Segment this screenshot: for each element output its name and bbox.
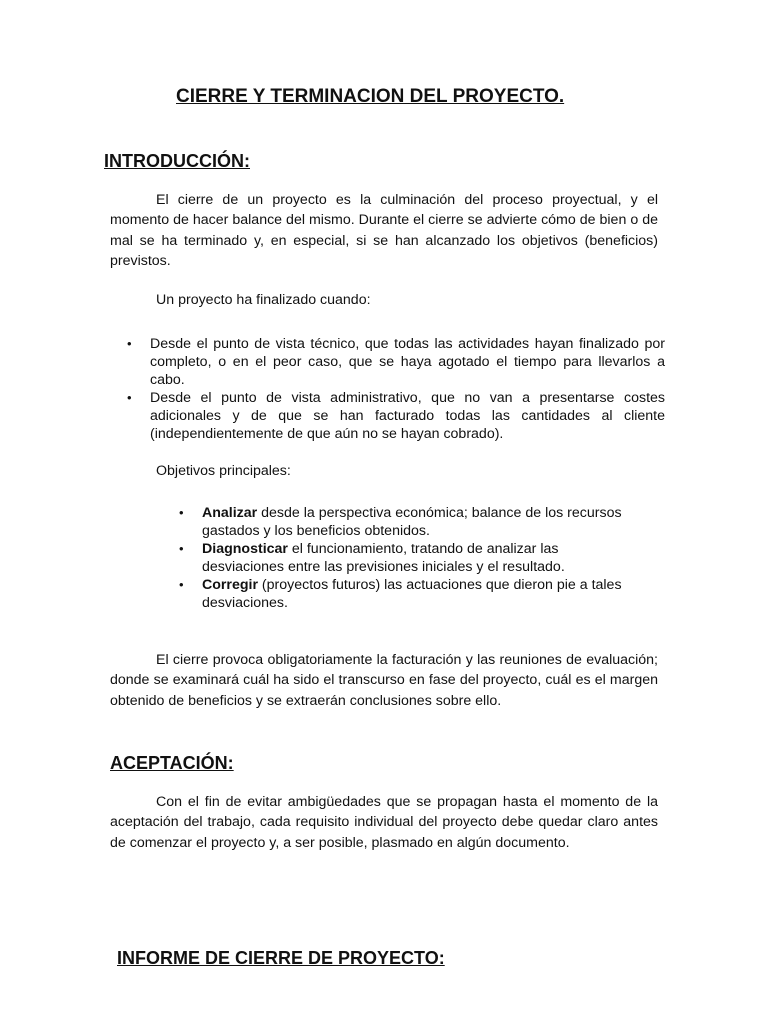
objetivo-text: el funcionamiento, tratando de analizar las desviaciones entre las previsiones iniciales y el resultado.	[202, 541, 565, 575]
objetivo-term: Corregir	[202, 577, 258, 593]
objetivo-term: Diagnosticar	[202, 541, 288, 557]
bullet-icon: •	[127, 336, 132, 351]
list-item	[127, 335, 665, 389]
aceptacion-paragraph	[110, 792, 658, 853]
bullet-icon: •	[179, 541, 184, 556]
list-item	[179, 540, 632, 576]
list-item-text: Desde el punto de vista técnico, que todas las actividades hayan finalizado por completo, o en el peor caso, que se haya agotado el tiempo para llevarlos a cabo.	[150, 336, 665, 388]
closing-paragraph	[110, 650, 658, 711]
bullet-icon: •	[179, 577, 184, 592]
objetivo-term: Analizar	[202, 505, 258, 521]
section-heading-informe: INFORME DE CIERRE DE PROYECTO:	[117, 948, 445, 968]
finalizado-label: Un proyecto ha finalizado cuando:	[156, 292, 371, 308]
aceptacion-paragraph-text: Con el fin de evitar ambigüedades que se propagan hasta el momento de la aceptación del trabajo, cada requisito individual del proyecto debe quedar claro antes de comenzar el proyecto y, a ser posible, plasmado en algún documento.	[110, 794, 658, 851]
list-item	[179, 504, 632, 540]
section-heading-introduccion: INTRODUCCIÓN:	[104, 151, 250, 171]
closing-paragraph-text: El cierre provoca obligatoriamente la facturación y las reuniones de evaluación; donde se examinará cuál ha sido el transcurso en fase del proyecto, cuál es el margen obtenido de beneficios y se extraerán conclusiones sobre ello.	[110, 652, 658, 709]
objetivo-text: desde la perspectiva económica; balance de los recursos gastados y los beneficios obtenidos.	[202, 505, 622, 539]
list-item	[127, 389, 665, 443]
objetivo-text: (proyectos futuros) las actuaciones que dieron pie a tales desviaciones.	[202, 577, 622, 611]
intro-paragraph	[110, 190, 658, 272]
objetivos-label: Objetivos principales:	[156, 463, 291, 479]
objetivos-list	[179, 504, 632, 612]
section-heading-aceptacion: ACEPTACIÓN:	[110, 753, 234, 773]
document-title: CIERRE Y TERMINACION DEL PROYECTO.	[176, 86, 565, 107]
bullet-icon: •	[127, 390, 132, 405]
list-item-text: Desde el punto de vista administrativo, que no van a presentarse costes adicionales y de que se han facturado todas las cantidades al cliente (independientemente de que aún no se hayan cobrado).	[150, 390, 665, 442]
intro-paragraph-text: El cierre de un proyecto es la culminación del proceso proyectual, y el momento de hacer balance del mismo. Durante el cierre se advierte cómo de bien o de mal se ha terminado y, en especial, si se han alcanzado los objetivos (beneficios) previstos.	[110, 192, 658, 270]
bullet-icon: •	[179, 505, 184, 520]
conditions-list	[127, 335, 665, 443]
list-item	[179, 576, 632, 612]
